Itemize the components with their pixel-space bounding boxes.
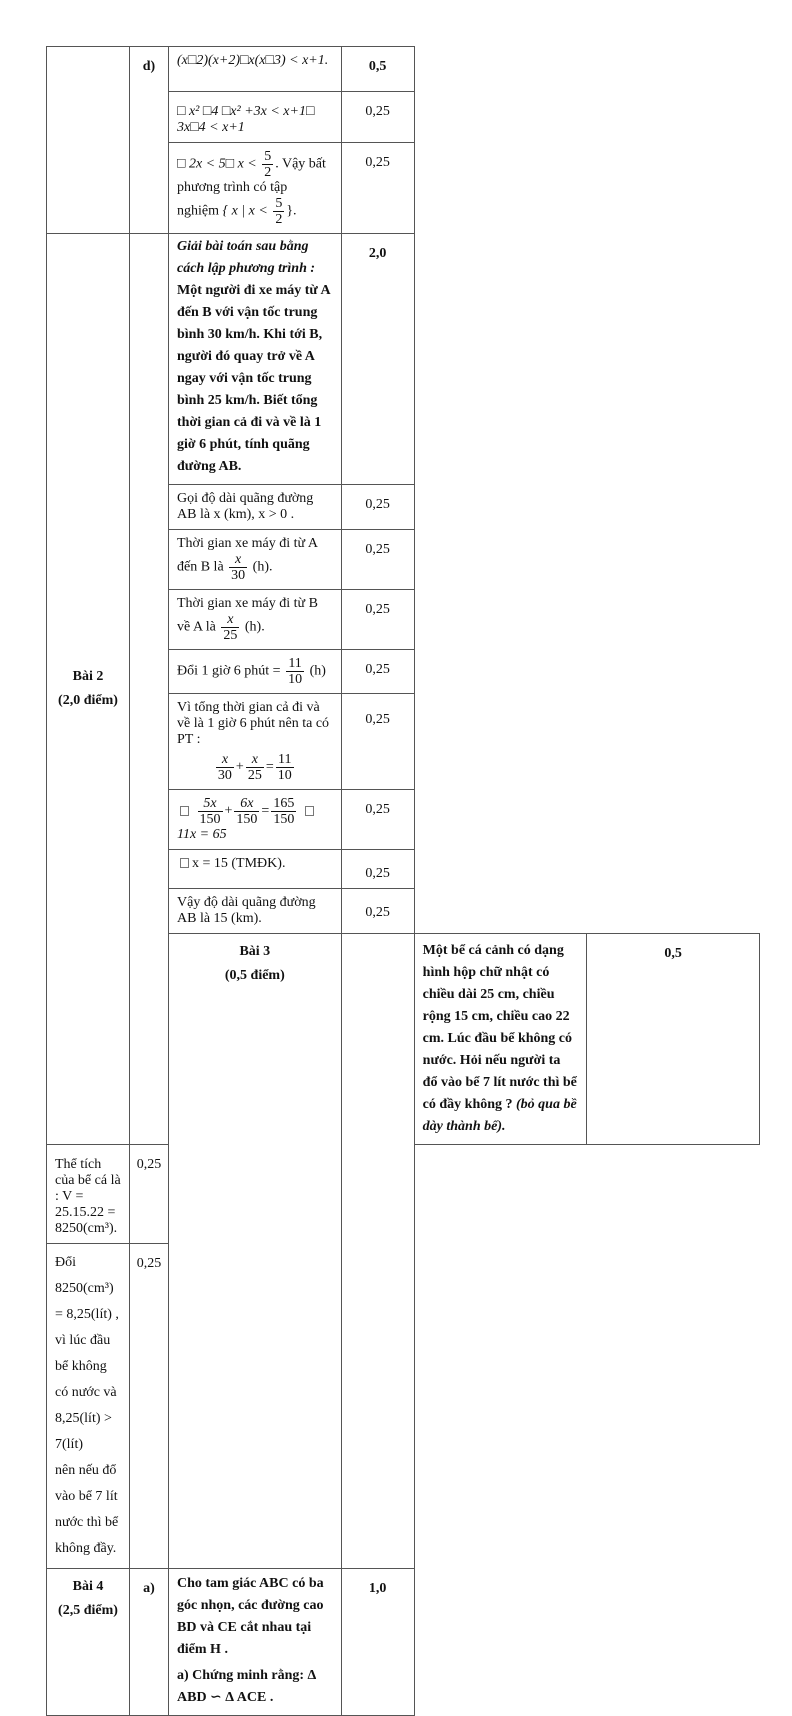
bai2-step3: Thời gian xe máy đi từ B về A là $\frac{x}{25}$ (h). [169,590,342,650]
points: 0,25 [341,889,414,934]
bai2-prompt: Giải bài toán sau bằng cách lập phương trình : Một người đi xe máy từ A đến B với vận tốc trung bình 30 km/h. Khi tới B, người đó quay trở về A ngay với vận tốc trung bình 25 km/h. Biết tổng thời gian cả đi và về là 1 giờ 6 phút, tính quãng đường AB. [169,234,342,485]
bai3-prompt: Một bể cá cảnh có dạng hình hộp chữ nhật có chiều dài 25 cm, chiều rộng 15 cm, chiều cao 22 cm. Lúc đầu bể không có nước. Hỏi nếu người ta đổ vào bể 7 lít nước thì bể có đầy không ? (bỏ qua bề dày thành bể). [414,934,587,1145]
points: 0,25 [130,1244,169,1569]
part-label-empty [341,934,414,1569]
problem-points: (2,0 điểm) [58,693,118,708]
part-label: d) [130,47,169,234]
table-row [47,47,760,92]
bai3-step2: Đổi 8250(cm³) = 8,25(lít) , vì lúc đầu bể không có nước và 8,25(lít) > 7(lít) nên nếu đổ vào bể 7 lít nước thì bể không đầy. [47,1244,130,1569]
points: 0,25 [341,694,414,790]
table-row [47,1569,760,1716]
bai3-cell [169,934,342,1569]
bai1d-line1: (x□2)(x+2)□x(x□3) < x+1. [169,47,342,92]
points: 0,25 [341,790,414,850]
equation: $\frac{x}{30}$ + $\frac{x}{25}$ = $\frac{11}{10}$ [217,752,292,783]
points: 0,5 [587,934,760,1145]
bai4-prompt: Cho tam giác ABC có ba góc nhọn, các đường cao BD và CE cắt nhau tại điểm H . a) Chứng minh rằng: Δ ABD ∽ Δ ACE . [169,1569,342,1716]
problem-title: Bài 2 [72,669,104,684]
bai4-cell [47,1569,130,1716]
points: 2,0 [341,234,414,485]
points: 1,0 [341,1569,414,1716]
table-row [47,234,760,485]
points: 0,25 [130,1145,169,1244]
square-glyph-icon [305,806,314,816]
square-glyph-icon [180,806,189,816]
problem-points: (0,5 điểm) [224,968,285,983]
bai1d-line3: □ 2x < 5□ x < $\frac{5}{2}$ . Vậy bất phương trình có tập nghiệm { x | x < $\frac{5}{2}$ }. [169,143,342,234]
points: 0,5 [341,47,414,92]
bai1d-line2: □ x² □4 □x² +3x < x+1□ 3x□4 < x+1 [169,92,342,143]
problem-points: (2,5 điểm) [58,1603,118,1618]
bai2-step7: x = 15 (TMĐK). [169,850,342,889]
points: 0,25 [341,590,414,650]
bai2-step8: Vậy độ dài quãng đường AB là 15 (km). [169,889,342,934]
fraction: $\frac{x}{25}$ [223,612,238,643]
part-label: a) [130,1569,169,1716]
bai1-cell [47,47,130,234]
fraction: $\frac{x}{30}$ [231,552,246,583]
bai2-step2: Thời gian xe máy đi từ A đến B là $\frac{x}{30}$ (h). [169,530,342,590]
points: 0,25 [341,485,414,530]
fraction: $\frac{5}{2}$ [275,196,283,227]
answer-table [46,46,760,1716]
points: 0,25 [341,530,414,590]
problem-title: Bài 4 [72,1579,104,1594]
bai2-step5: Vì tổng thời gian cả đi và về là 1 giờ 6 phút nên ta có PT : $\frac{x}{30}$ + $\frac{x}{25}$ = $\frac{11}{10}$ [169,694,342,790]
square-glyph-icon [180,858,189,868]
bai2-step4: Đổi 1 giờ 6 phút = $\frac{11}{10}$ (h) [169,650,342,694]
points: 0,25 [341,143,414,234]
points: 0,25 [341,92,414,143]
points: 0,25 [341,850,414,889]
points: 0,25 [341,650,414,694]
fraction: $\frac{11}{10}$ [288,656,303,687]
fraction: $\frac{5}{2}$ [264,149,272,180]
part-label-empty [130,234,169,1145]
bai2-cell [47,234,130,1145]
bai2-step1: Gọi độ dài quãng đường AB là x (km), x > 0 . [169,485,342,530]
bai3-step1: Thể tích của bể cá là : V = 25.15.22 = 8250(cm³). [47,1145,130,1244]
bai2-step6: $\frac{5x}{150}$ + $\frac{6x}{150}$ = $\frac{165}{150}$ 11x = 65 [169,790,342,850]
problem-title: Bài 3 [239,944,271,959]
